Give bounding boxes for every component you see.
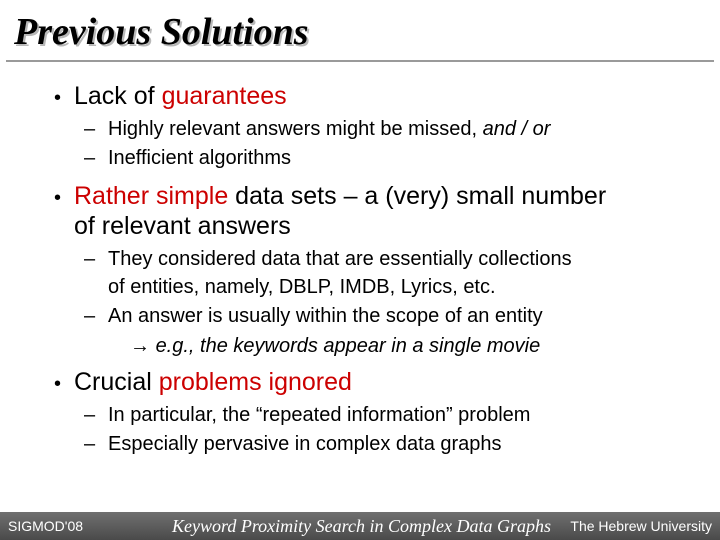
bullet-3-sub-1-text: In particular, the “repeated information” problem [108,404,531,426]
dash-marker: – [84,248,96,270]
bullet-2-text: data sets – a (very) small number [228,182,607,210]
dash-marker: – [84,147,96,169]
bullet-2-continuation: of relevant answers [74,212,291,240]
dash-marker: – [84,305,96,327]
bullet-3-sub-2 [84,432,502,456]
bullet-1 [54,82,287,112]
bullet-2-sub-2-example [130,334,540,358]
dash-marker: – [84,404,96,426]
bullet-1-sub-2-text: Inefficient algorithms [108,147,292,169]
bullet-3-text: Crucial [74,368,159,396]
title-divider [6,60,714,62]
footer-conference: SIGMOD'08 [8,518,84,534]
example-text: e.g., the keywords appear in a single movie [155,335,541,357]
bullet-marker: • [54,373,62,395]
bullet-marker: • [54,187,62,209]
bullet-3-sub-1 [84,403,530,427]
bullet-3 [54,368,352,398]
bullet-1-sub-1-italic: and / or [482,118,551,140]
bullet-1-text: Lack of [74,82,162,110]
bullet-2-sub-2-text: An answer is usually within the scope of an entity [108,305,543,327]
bullet-2-highlight: Rather simple [74,182,229,210]
bullet-2-sub-1 [84,247,572,271]
arrow-icon: → [130,335,150,357]
slide-title: Previous Solutions [14,11,309,53]
bullet-1-sub-2 [84,146,291,170]
bullet-3-highlight: problems ignored [158,368,352,396]
bullet-2-sub-1-text: They considered data that are essentially collections [108,248,572,270]
footer-affiliation: The Hebrew University [570,518,712,534]
bullet-2-sub-2 [84,304,543,328]
dash-marker: – [84,433,96,455]
bullet-1-sub-1-text: Highly relevant answers might be missed, [108,118,483,140]
bullet-3-sub-2-text: Especially pervasive in complex data graphs [108,433,502,455]
bullet-1-highlight: guarantees [161,82,287,110]
bullet-1-sub-1 [84,117,550,141]
bullet-2 [54,182,606,212]
bullet-2-sub-1-continuation: of entities, namely, DBLP, IMDB, Lyrics, etc. [108,276,496,298]
bullet-marker: • [54,87,62,109]
dash-marker: – [84,118,96,140]
footer-talk-title: Keyword Proximity Search in Complex Data Graphs [172,516,551,536]
slide-footer [0,512,720,540]
